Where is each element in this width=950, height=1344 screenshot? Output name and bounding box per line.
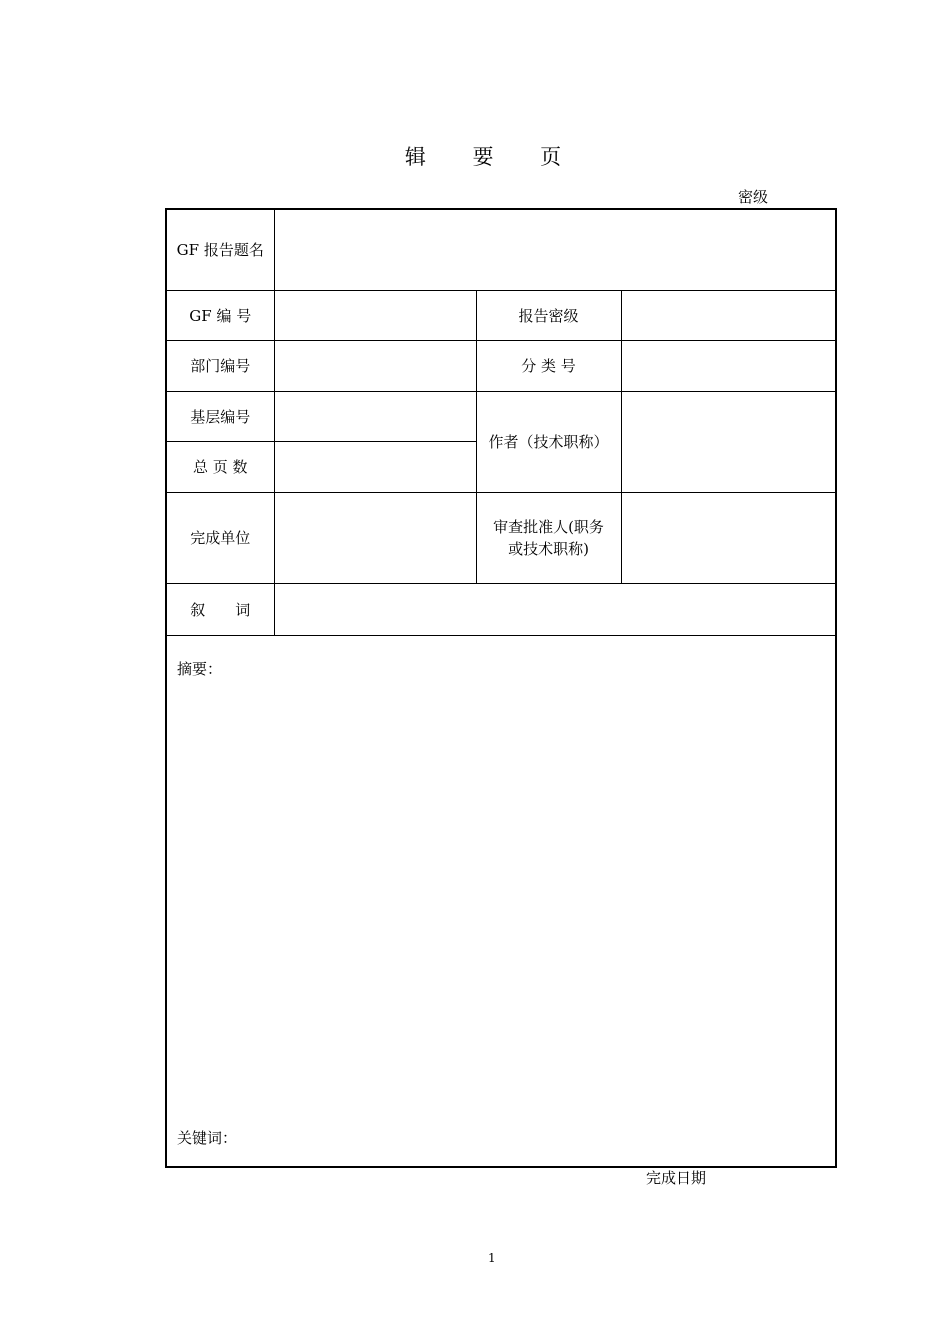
abstract-area[interactable] — [166, 635, 836, 1167]
report-title-label: GF 报告题名 — [166, 209, 274, 290]
approver-label — [476, 492, 621, 583]
gf-number-label: GF 编 号 — [166, 290, 274, 340]
unit-field[interactable] — [274, 492, 476, 583]
approver-label-line2: 或技术职称) — [508, 539, 589, 558]
base-number-label: 基层编号 — [166, 391, 274, 441]
narrative-field[interactable] — [274, 583, 836, 635]
gf-number-field[interactable] — [274, 290, 476, 340]
page-title: 辑 要 页 — [404, 145, 582, 169]
approver-field[interactable] — [621, 492, 836, 583]
abstract-form-table — [165, 208, 837, 1168]
dept-number-field[interactable] — [274, 340, 476, 391]
completion-date-label: 完成日期 — [646, 1169, 707, 1187]
class-number-field[interactable] — [621, 340, 836, 391]
page-number: 1 — [488, 1251, 496, 1265]
unit-label: 完成单位 — [166, 492, 274, 583]
report-secret-label: 报告密级 — [476, 290, 621, 340]
author-field[interactable] — [621, 391, 836, 492]
approver-label-line1: 审查批准人(职务 — [493, 517, 604, 536]
total-pages-field[interactable] — [274, 441, 476, 492]
base-number-field[interactable] — [274, 391, 476, 441]
author-label: 作者（技术职称） — [476, 391, 621, 492]
total-pages-label: 总 页 数 — [166, 441, 274, 492]
secret-level-label: 密级 — [738, 188, 769, 206]
narrative-label: 叙 词 — [166, 583, 274, 635]
keywords-label: 关键词： — [177, 1129, 238, 1147]
dept-number-label: 部门编号 — [166, 340, 274, 391]
class-number-label: 分 类 号 — [476, 340, 621, 391]
report-secret-field[interactable] — [621, 290, 836, 340]
report-title-field[interactable] — [274, 209, 836, 290]
abstract-label: 摘要： — [177, 659, 223, 678]
